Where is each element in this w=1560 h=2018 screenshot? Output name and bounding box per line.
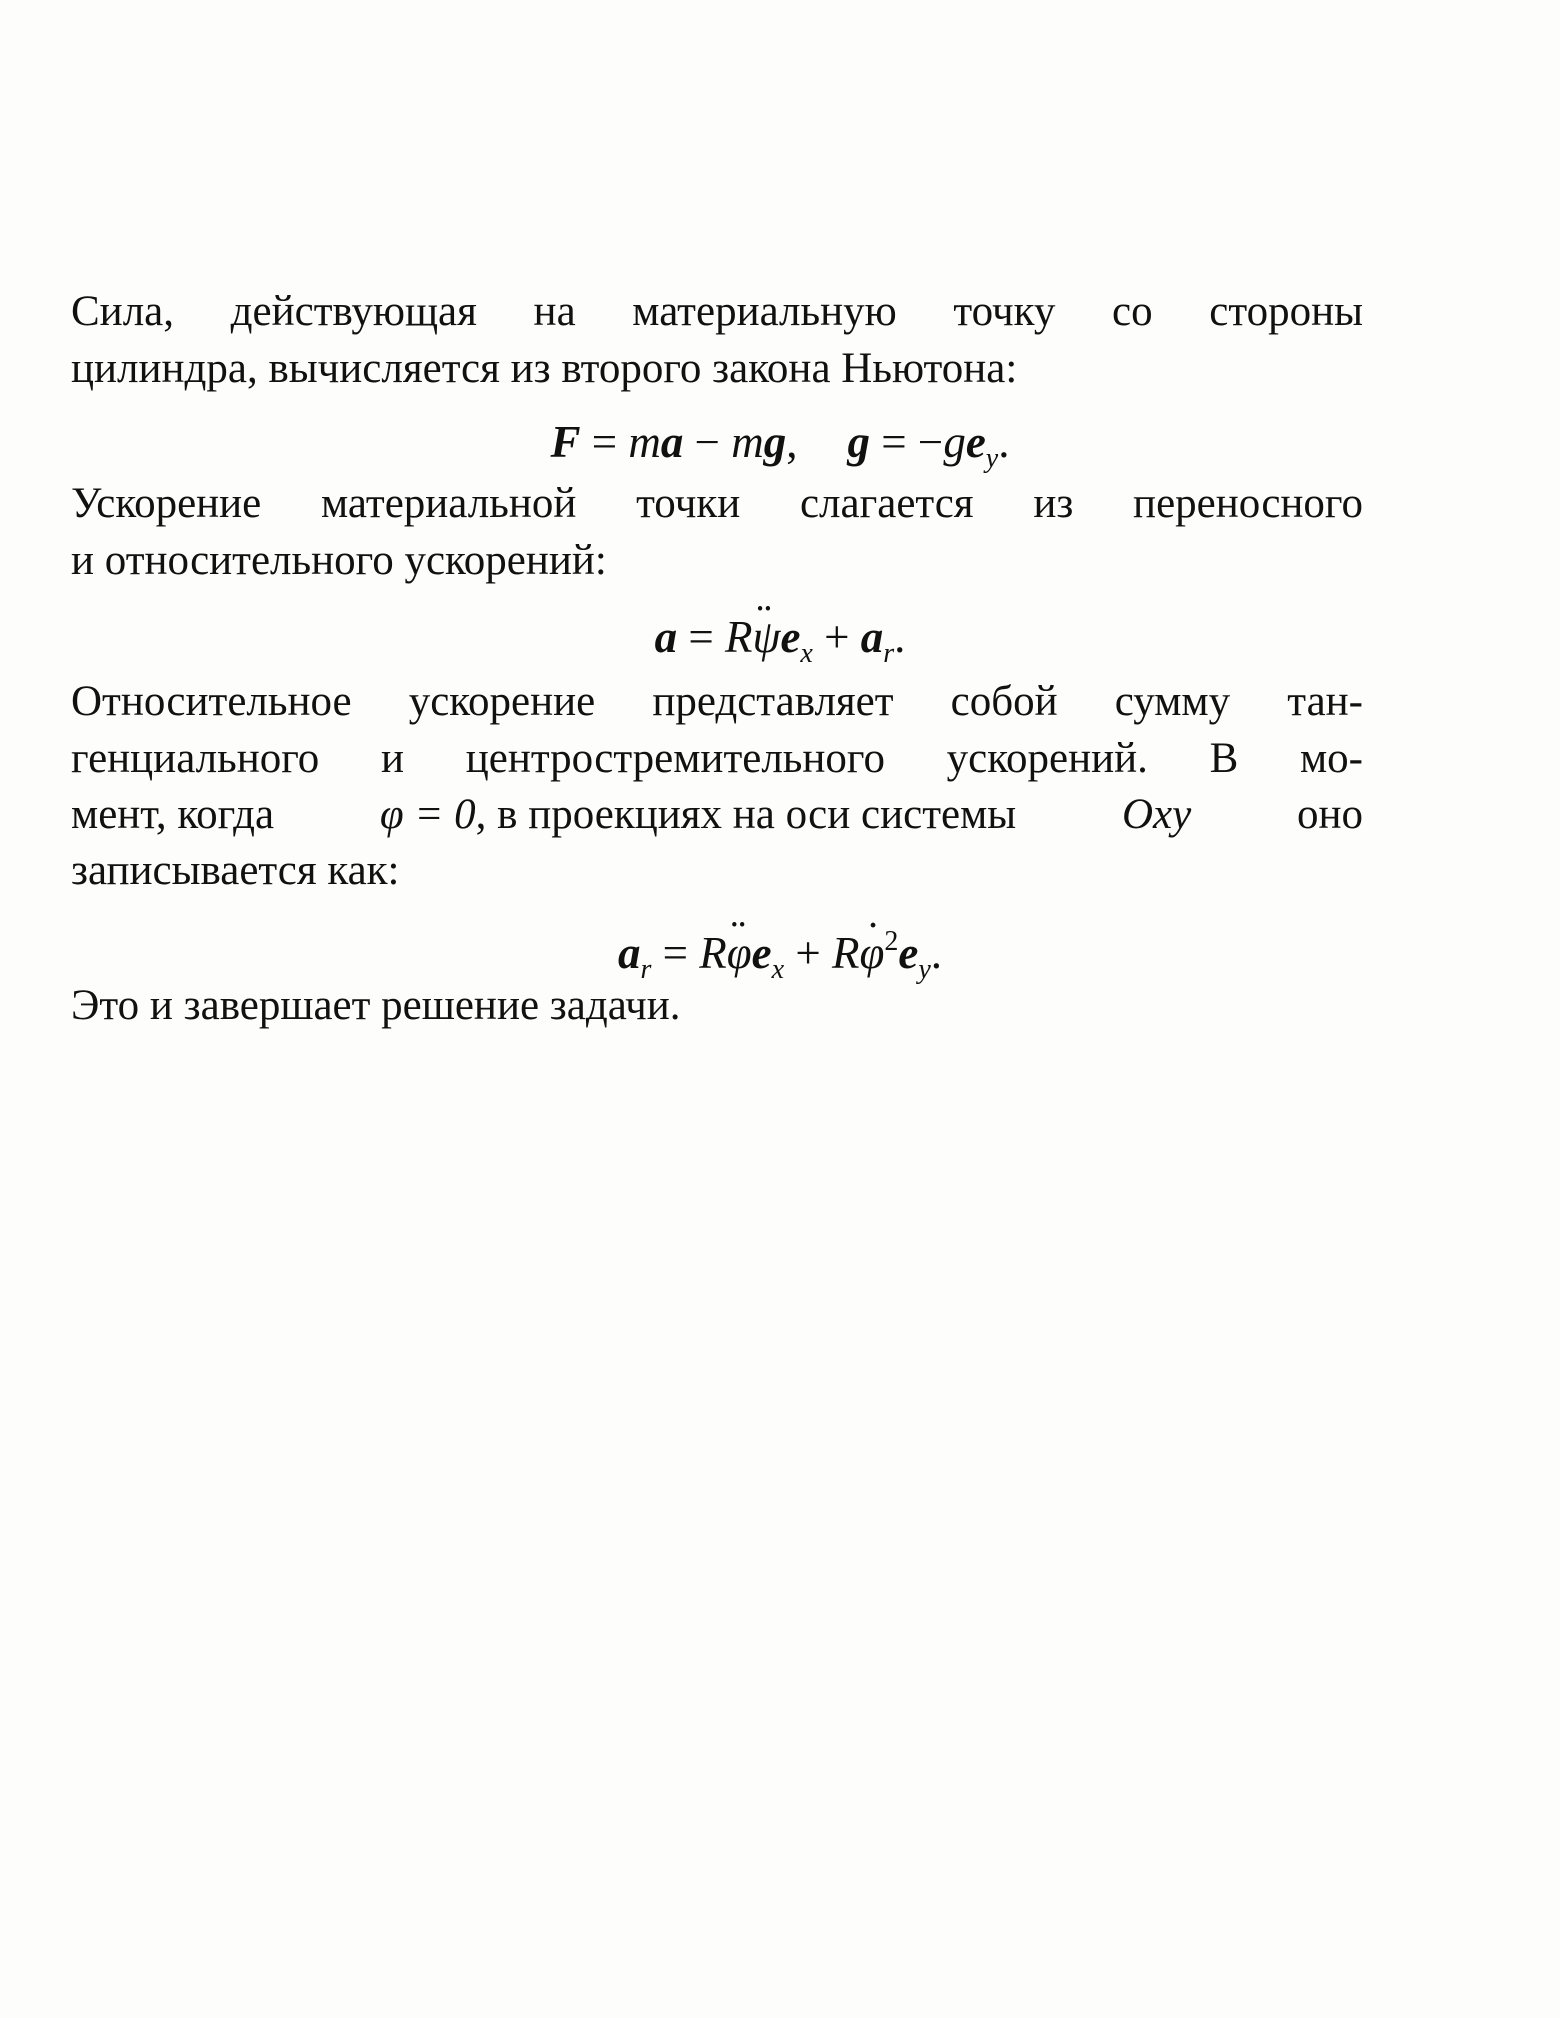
math-symbol: g [943, 417, 966, 467]
text-line: Это и завершает решение задачи. [71, 982, 681, 1029]
math-subscript: r [883, 638, 895, 669]
math-subscript: x [771, 954, 785, 985]
text-line: цилиндра, вычисляется из второго закона Ньютона: [71, 345, 1018, 392]
text-line: Ускорение материальной точки слагается из переносного [71, 480, 1363, 527]
math-symbol: a [654, 612, 678, 662]
text-fragment: мент, когда [71, 791, 275, 838]
math-symbol: g [847, 417, 871, 467]
math-superscript: 2 [884, 926, 899, 957]
text-line: и относительного ускорений: [71, 537, 607, 584]
math-symbol: ¨ ψ [752, 612, 780, 662]
math-subscript: y [918, 954, 931, 985]
equation-acceleration [0, 607, 1560, 684]
math-symbol: = − [870, 417, 944, 467]
math-symbol: a [660, 417, 684, 467]
text-line: генциального и центростремительного ускорений. В мо- [71, 735, 1363, 782]
math-symbol: a [617, 928, 641, 978]
math-symbol: . [894, 612, 906, 662]
math-symbol: a [860, 612, 884, 662]
math-symbol: e [965, 417, 986, 467]
math-symbol: , [786, 417, 798, 467]
text-line: записывается как: [71, 847, 400, 894]
math-symbol: . [930, 928, 943, 978]
math-symbol: e [780, 612, 801, 662]
math-symbol: = [651, 928, 700, 978]
math-symbol: = [580, 417, 629, 467]
text-line: Относительное ускорение представляет собой сумму тан- [71, 678, 1363, 725]
math-symbol: g [763, 417, 787, 467]
math-symbol: + [812, 612, 861, 662]
math-symbol: m [731, 417, 764, 467]
math-symbol: . [998, 417, 1010, 467]
inline-math: Oxy [1121, 791, 1192, 838]
math-subscript: x [800, 638, 813, 669]
text-fragment: оно [1296, 791, 1363, 838]
math-symbol: R [724, 612, 753, 662]
math-symbol: e [751, 928, 772, 978]
math-symbol: m [628, 417, 661, 467]
math-symbol: + [784, 928, 832, 978]
math-subscript: r [640, 954, 652, 985]
math-symbol: ˙ φ [859, 928, 884, 978]
text-line: Сила, действующая на материальную точку со стороны [71, 288, 1363, 335]
math-symbol: R [699, 928, 727, 978]
math-symbol: ¨ φ [727, 928, 752, 978]
math-symbol: − [683, 417, 732, 467]
text-line [71, 787, 1363, 843]
math-subscript: y [985, 443, 999, 474]
math-symbol: = [677, 612, 725, 662]
math-symbol: e [898, 928, 919, 978]
inline-math: φ = 0, в проекциях на оси системы [379, 791, 1017, 838]
math-symbol: R [831, 928, 860, 978]
math-symbol: F [550, 417, 581, 467]
